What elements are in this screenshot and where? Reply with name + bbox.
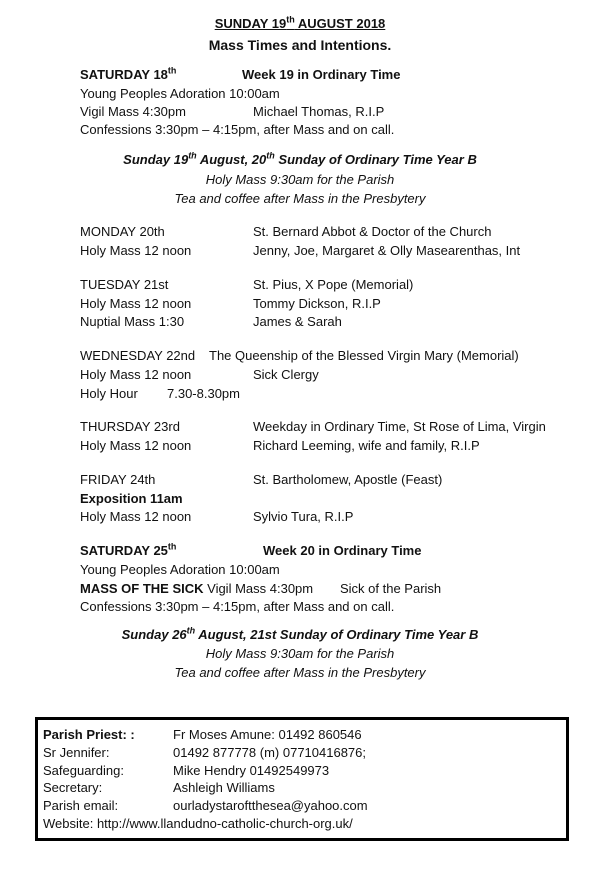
wednesday-holy-hour-time: 7.30-8.30pm	[167, 386, 240, 401]
parish-website[interactable]: Website: http://www.llandudno-catholic-church-org.uk/	[43, 816, 353, 831]
monday-mass: Holy Mass 12 noon	[80, 243, 192, 258]
parish-priest-value: Fr Moses Amune: 01492 860546	[173, 727, 362, 742]
bulletin-subtitle: Mass Times and Intentions.	[208, 37, 392, 53]
sunday-19-tea: Tea and coffee after Mass in the Presbytery	[174, 191, 426, 206]
saturday-25-sick-mass: MASS OF THE SICK Vigil Mass 4:30pm	[80, 581, 314, 596]
wednesday-mass: Holy Mass 12 noon	[80, 367, 192, 382]
monday-intention: Jenny, Joe, Margaret & Olly Masearenthas, Int	[253, 243, 521, 258]
thursday-mass: Holy Mass 12 noon	[80, 438, 192, 453]
safeguarding-value: Mike Hendry 01492549973	[173, 763, 330, 778]
secretary-label: Secretary:	[43, 780, 103, 795]
sunday-26-title: Sunday 26th August, 21st Sunday of Ordinary Time Year B	[121, 625, 479, 642]
sunday-26-mass: Holy Mass 9:30am for the Parish	[205, 646, 395, 661]
friday-exposition: Exposition 11am	[80, 491, 183, 506]
tuesday-nuptial-names: James & Sarah	[253, 314, 342, 329]
wednesday-feast: The Queenship of the Blessed Virgin Mary (Memorial)	[209, 348, 519, 363]
thursday-feast: Weekday in Ordinary Time, St Rose of Lima, Virgin	[253, 419, 546, 434]
saturday-18-vigil-intention: Michael Thomas, R.I.P	[253, 104, 385, 119]
saturday-25-day: SATURDAY 25th	[80, 541, 177, 558]
wednesday-intention: Sick Clergy	[253, 367, 319, 382]
parish-priest-label: Parish Priest: :	[43, 727, 135, 742]
tuesday-day: TUESDAY 21st	[80, 277, 169, 292]
sister-value: 01492 877778 (m) 07710416876;	[173, 745, 366, 760]
saturday-25-confessions: Confessions 3:30pm – 4:15pm, after Mass and on call.	[80, 599, 395, 614]
saturday-25-week: Week 20 in Ordinary Time	[263, 543, 422, 558]
wednesday-day: WEDNESDAY 22nd	[80, 348, 196, 363]
sister-label: Sr Jennifer:	[43, 745, 110, 760]
saturday-18-adoration: Young Peoples Adoration 10:00am	[80, 86, 280, 101]
friday-mass: Holy Mass 12 noon	[80, 509, 192, 524]
saturday-18-confessions: Confessions 3:30pm – 4:15pm, after Mass and on call.	[80, 122, 395, 137]
saturday-18-day: SATURDAY 18th	[80, 65, 177, 82]
saturday-25-sick-intention: Sick of the Parish	[340, 581, 442, 596]
thursday-day: THURSDAY 23rd	[80, 419, 180, 434]
sunday-26-tea: Tea and coffee after Mass in the Presbytery	[174, 665, 426, 680]
secretary-value: Ashleigh Williams	[173, 780, 275, 795]
sunday-19-title: Sunday 19th August, 20th Sunday of Ordinary Time Year B	[123, 150, 477, 167]
tuesday-mass: Holy Mass 12 noon	[80, 296, 192, 311]
parish-email-value[interactable]: ourladystaroftthesea@yahoo.com	[173, 798, 368, 813]
thursday-intention: Richard Leeming, wife and family, R.I.P	[253, 438, 480, 453]
tuesday-nuptial: Nuptial Mass 1:30	[80, 314, 185, 329]
tuesday-feast: St. Pius, X Pope (Memorial)	[253, 277, 414, 292]
sunday-19-mass: Holy Mass 9:30am for the Parish	[205, 172, 395, 187]
friday-day: FRIDAY 24th	[80, 472, 156, 487]
monday-feast: St. Bernard Abbot & Doctor of the Church	[253, 224, 492, 239]
friday-intention: Sylvio Tura, R.I.P	[253, 509, 354, 524]
wednesday-holy-hour: Holy Hour	[80, 386, 138, 401]
bulletin-date: SUNDAY 19th AUGUST 2018	[214, 14, 386, 31]
saturday-18-vigil: Vigil Mass 4:30pm	[80, 104, 186, 119]
monday-day: MONDAY 20th	[80, 224, 165, 239]
tuesday-intention: Tommy Dickson, R.I.P	[253, 296, 381, 311]
friday-feast: St. Bartholomew, Apostle (Feast)	[253, 472, 443, 487]
parish-email-label: Parish email:	[43, 798, 119, 813]
safeguarding-label: Safeguarding:	[43, 763, 124, 778]
saturday-25-adoration: Young Peoples Adoration 10:00am	[80, 562, 280, 577]
saturday-18-week: Week 19 in Ordinary Time	[242, 67, 401, 82]
